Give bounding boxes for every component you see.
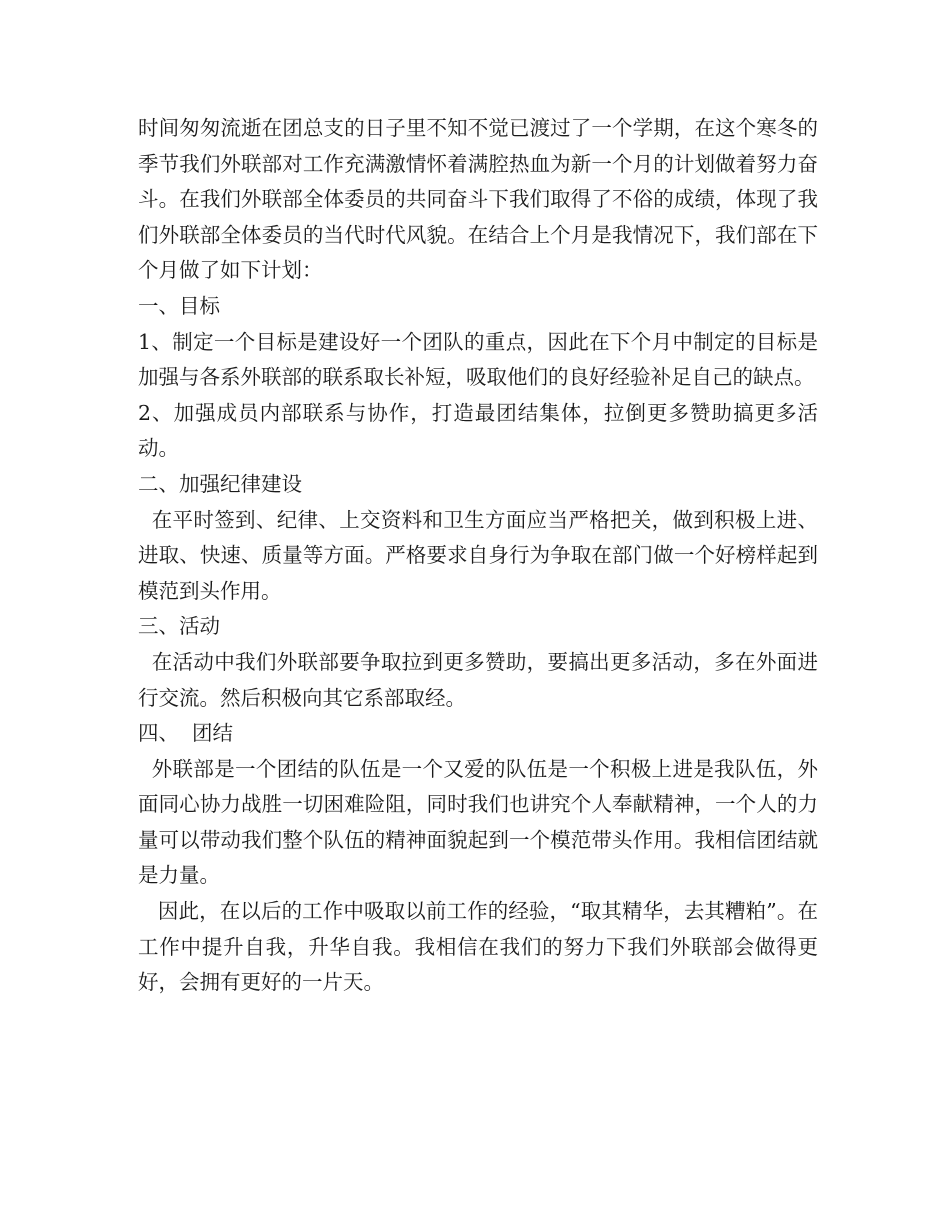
section-heading-unity: 四、 团结 <box>138 721 234 746</box>
intro-paragraph: 时间匆匆流逝在团总支的日子里不知不觉已渡过了一个学期，在这个寒冬的季节我们外联部对工作充满激情怀着满腔热血为新一个月的计划做着努力奋斗。在我们外联部全体委员的共同奋斗下我们取得了不俗的成绩，体现了我们外联部全体委员的当代时代风貌。在结合上个月是我情况下，我们部在下个月做了如下计划： <box>138 116 818 283</box>
section-heading-goals: 一、目标 <box>138 293 220 318</box>
activities-paragraph: 在活动中我们外联部要争取拉到更多赞助，要搞出更多活动，多在外面进行交流。然后积极向其它系部取经。 <box>138 649 818 710</box>
discipline-paragraph: 在平时签到、纪律、上交资料和卫生方面应当严格把关，做到积极上进、进取、快速、质量等方面。严格要求自身行为争取在部门做一个好榜样起到模范到头作用。 <box>138 507 818 603</box>
conclusion-paragraph: 因此，在以后的工作中吸取以前工作的经验，“取其精华，去其糟粕”。在工作中提升自我，升华自我。我相信在我们的努力下我们外联部会做得更好，会拥有更好的一片天。 <box>138 899 818 995</box>
section-heading-activities: 三、活动 <box>138 614 220 639</box>
document-body <box>138 111 818 1001</box>
unity-paragraph: 外联部是一个团结的队伍是一个又爱的队伍是一个积极上进是我队伍，外面同心协力战胜一切困难险阻，同时我们也讲究个人奉献精神，一个人的力量可以带动我们整个队伍的精神面貌起到一个模范带头作用。我相信团结就是力量。 <box>138 756 818 888</box>
section-heading-discipline: 二、加强纪律建设 <box>138 471 302 496</box>
goal-item-1: 1、制定一个目标是建设好一个团队的重点，因此在下个月中制定的目标是加强与各系外联部的联系取长补短，吸取他们的良好经验补足自己的缺点。 <box>138 329 818 390</box>
goal-item-2: 2、加强成员内部联系与协作，打造最团结集体，拉倒更多赞助搞更多活动。 <box>138 400 818 461</box>
